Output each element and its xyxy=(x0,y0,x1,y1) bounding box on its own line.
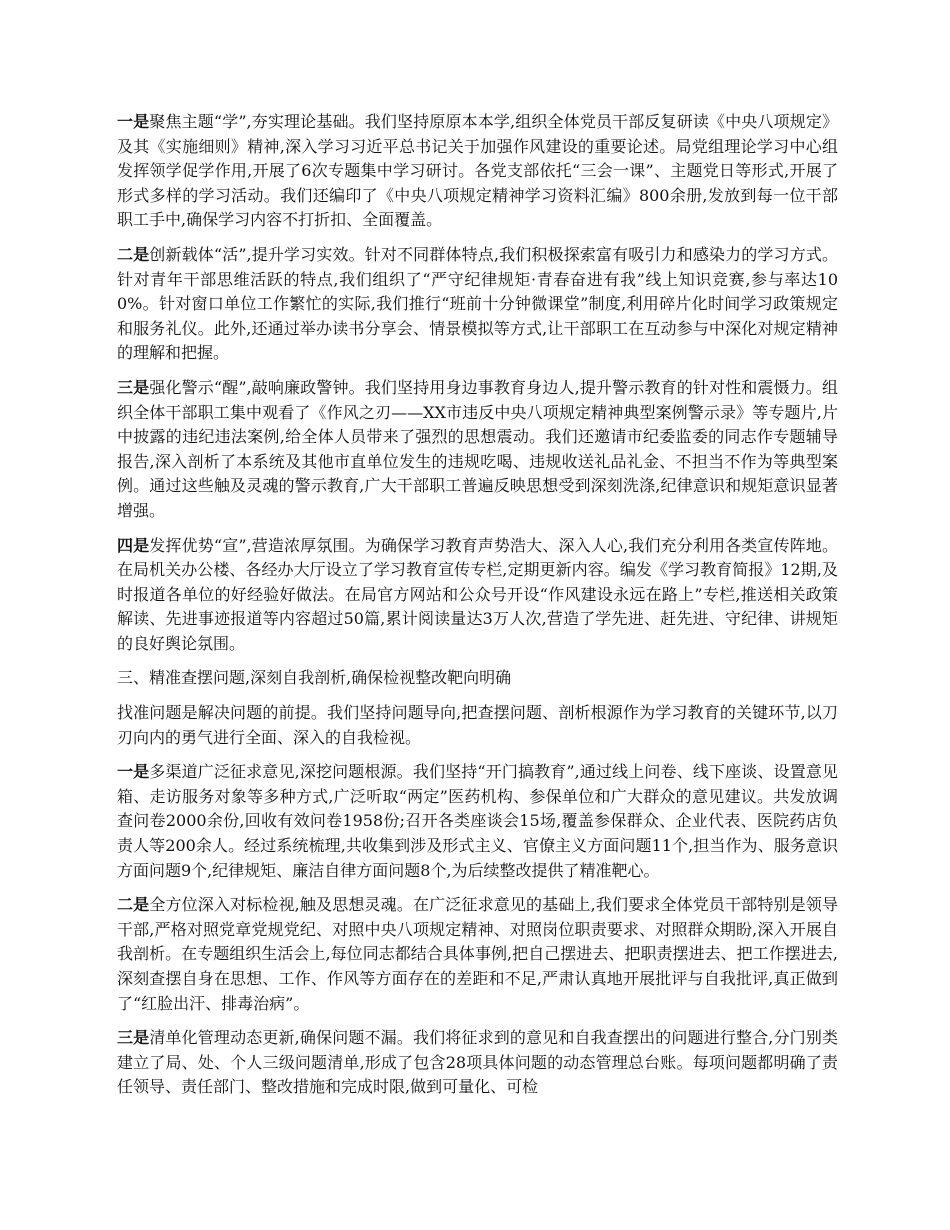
paragraph-lead: 三是 xyxy=(117,377,150,397)
paragraph-text: 发挥优势“宣”,营造浓厚氛围。为确保学习教育声势浩大、深入人心,我们充分利用各类宣传阵地。在局机关办公楼、各经办大厅设立了学习教育宣传专栏,定期更新内容。编发《学习教育简报》12期,及时报道各单位的好经验好做法。在局官方网站和公众号开设“作风建设永远在路上”专栏,推送相关政策解读、先进事迹报道等内容超过50篇,累计阅读量达3万人次,营造了学先进、赶先进、守纪律、讲规矩的良好舆论氛围。 xyxy=(117,535,838,653)
paragraph-lead: 一是 xyxy=(117,112,150,131)
section-heading: 三、精准查摆问题,深刻自我剖析,确保检视整改靶向明确 xyxy=(117,668,512,688)
paragraph-lead: 四是 xyxy=(117,535,150,555)
paragraph-lead: 二是 xyxy=(117,244,150,264)
paragraph-lead: 一是 xyxy=(117,762,150,782)
paragraph-intro xyxy=(117,701,838,750)
paragraph-publicity xyxy=(117,534,838,657)
paragraph-self-examination xyxy=(117,893,838,1016)
paragraph-text: 聚焦主题“学”,夯实理论基础。我们坚持原原本本学,组织全体党员干部反复研读《中央八项规定》及其《实施细则》精神,深入学习习近平总书记关于加强作风建设的重要论述。局党组理论学习中心组发挥领学促学作用,开展了6次专题集中学习研讨。各党支部依托“三会一课”、主题党日等形式,开展了形式多样的学习活动。我们还编印了《中央八项规定精神学习资料汇编》800余册,发放到每一位干部职工手中,确保学习内容不打折扣、全面覆盖。 xyxy=(117,112,838,230)
paragraph-text: 清单化管理动态更新,确保问题不漏。我们将征求到的意见和自我查摆出的问题进行整合,分门别类建立了局、处、个人三级问题清单,形成了包含28项具体问题的动态管理总台账。每项问题都明确了责任领导、责任部门、整改措施和完成时限,做到可量化、可检 xyxy=(117,1028,838,1097)
paragraph-text: 找准问题是解决问题的前提。我们坚持问题导向,把查摆问题、剖析根源作为学习教育的关键环节,以刀刃向内的勇气进行全面、深入的自我检视。 xyxy=(117,703,838,747)
paragraph-text: 多渠道广泛征求意见,深挖问题根源。我们坚持“开门搞教育”,通过线上问卷、线下座谈、设置意见箱、走访服务对象等多种方式,广泛听取“两定”医药机构、参保单位和广大群众的意见建议。共发放调查问卷2000余份,回收有效问卷1958份;召开各类座谈会15场,覆盖参保群众、企业代表、医院药店负责人等200余人。经过系统梳理,共收集到涉及形式主义、官僚主义方面问题11个,担当作为、服务意识方面问题9个,纪律规矩、廉洁自律方面问题8个,为后续整改提供了精准靶心。 xyxy=(117,762,838,880)
paragraph-study-theory xyxy=(117,110,838,233)
paragraph-lead: 二是 xyxy=(117,895,150,915)
paragraph-text: 创新载体“活”,提升学习实效。针对不同群体特点,我们积极探索富有吸引力和感染力的学习方式。针对青年干部思维活跃的特点,我们组织了“严守纪律规矩·青春奋进有我”线上知识竞赛,参与率达100%。针对窗口单位工作繁忙的实际,我们推行“班前十分钟微课堂”制度,利用碎片化时间学习政策规定和服务礼仪。此外,还通过举办读书分享会、情景模拟等方式,让干部职工在互动参与中深化对规定精神的理解和把握。 xyxy=(117,244,838,363)
paragraph-checklist-management xyxy=(117,1026,838,1100)
paragraph-warning-education xyxy=(117,376,838,524)
paragraph-innovate-carrier xyxy=(117,243,838,366)
paragraph-lead: 三是 xyxy=(117,1028,150,1048)
paragraph-collect-opinions xyxy=(117,760,838,883)
paragraph-text: 全方位深入对标检视,触及思想灵魂。在广泛征求意见的基础上,我们要求全体党员干部特别是领导干部,严格对照党章党规党纪、对照中央八项规定精神、对照岗位职责要求、对照群众期盼,深入开展自我剖析。在专题组织生活会上,每位同志都结合具体事例,把自己摆进去、把职责摆进去、把工作摆进去,深刻查摆自身在思想、工作、作风等方面存在的差距和不足,严肃认真地开展批评与自我批评,真正做到了“红脸出汗、排毒治病”。 xyxy=(117,895,838,1013)
paragraph-text: 强化警示“醒”,敲响廉政警钟。我们坚持用身边事教育身边人,提升警示教育的针对性和震慑力。组织全体干部职工集中观看了《作风之刃——XX市违反中央八项规定精神典型案例警示录》等专题片,片中披露的违纪违法案例,给全体人员带来了强烈的思想震动。我们还邀请市纪委监委的同志作专题辅导报告,深入剖析了本系统及其他市直单位发生的违规吃喝、违规收送礼品礼金、不担当不作为等典型案例。通过这些触及灵魂的警示教育,广大干部职工普遍反映思想受到深刻洗涤,纪律意识和规矩意识显著增强。 xyxy=(117,377,838,520)
